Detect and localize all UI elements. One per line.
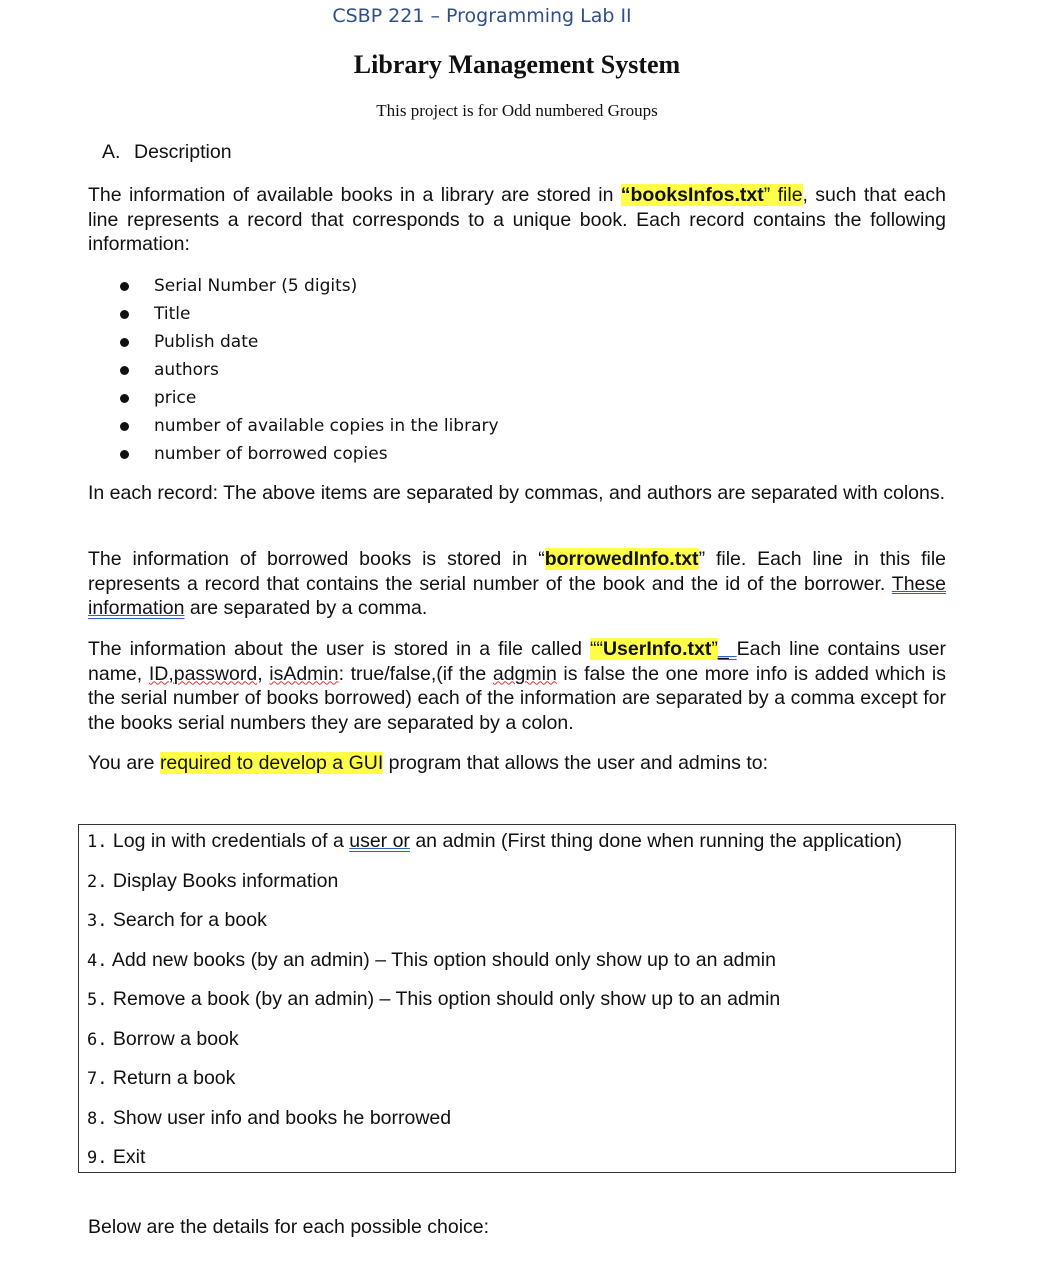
bullet-icon [120, 310, 129, 319]
section-label: Description [134, 141, 232, 163]
paragraph-borrowed-file: The information of borrowed books is stored in “borrowedInfo.txt” file. Each line in this file represents a record that contains the serial number of the book and the id of the borrower. These information are separated by a comma. [88, 548, 946, 619]
menu-item-search: 3. Search for a book [87, 909, 267, 931]
course-header: CSBP 221 – Programming Lab II [332, 5, 632, 27]
menu-options-box [78, 824, 956, 1173]
menu-item-display: 2. Display Books information [87, 869, 339, 892]
highlight-gui: required to develop a GUI [159, 752, 384, 774]
bullet-icon [120, 394, 129, 403]
paragraph-record-format: In each record: The above items are separated by commas, and authors are separated with colons. [88, 482, 946, 504]
paragraph-gui-requirement: You are required to develop a GUI program that allows the user and admins to: [88, 752, 769, 774]
document-title: Library Management System [353, 50, 681, 79]
section-heading [102, 141, 232, 164]
highlight-books-file: “booksInfos.txt” file [620, 184, 803, 206]
paragraph-details-intro: Below are the details for each possible choice: [88, 1216, 490, 1238]
paragraph-user-file: The information about the user is stored in a file called ““UserInfo.txt”_ Each line contains user name, ID,password, isAdmin: true/false,(if the adgmin is false the one more info is added which is the serial number of books borrowed) each of the information are separated by a comma except for the books serial numbers they are separated by a colon. [88, 638, 947, 734]
menu-item-exit: 9. Exit [87, 1146, 146, 1168]
paragraph-books-file: The information of available books in a library are stored in “booksInfos.txt” file, such that each line represents a record that corresponds to a unique book. Each record contains the following information: [88, 184, 946, 255]
bullet-icon [120, 282, 129, 291]
highlight-user-file: ““UserInfo.txt” [589, 638, 718, 660]
menu-item-add: 4. Add new books (by an admin) – This option should only show up to an admin [87, 948, 776, 971]
bullet-icon [120, 422, 129, 431]
menu-item-return: 7. Return a book [87, 1067, 236, 1089]
section-letter: A. [102, 141, 121, 163]
bullet-icon [120, 338, 129, 347]
menu-item-remove: 5. Remove a book (by an admin) – This option should only show up to an admin [87, 988, 781, 1010]
highlight-borrowed-file: borrowedInfo.txt [544, 548, 699, 570]
menu-item-user-info: 8. Show user info and books he borrowed [87, 1106, 452, 1129]
bullet-icon [120, 450, 129, 459]
menu-item-login: 1. Log in with credentials of a user or an admin (First thing done when running the application) [87, 830, 903, 852]
menu-item-borrow: 6. Borrow a book [87, 1027, 239, 1050]
bullet-icon [120, 366, 129, 375]
document-subtitle: This project is for Odd numbered Groups [376, 101, 658, 120]
